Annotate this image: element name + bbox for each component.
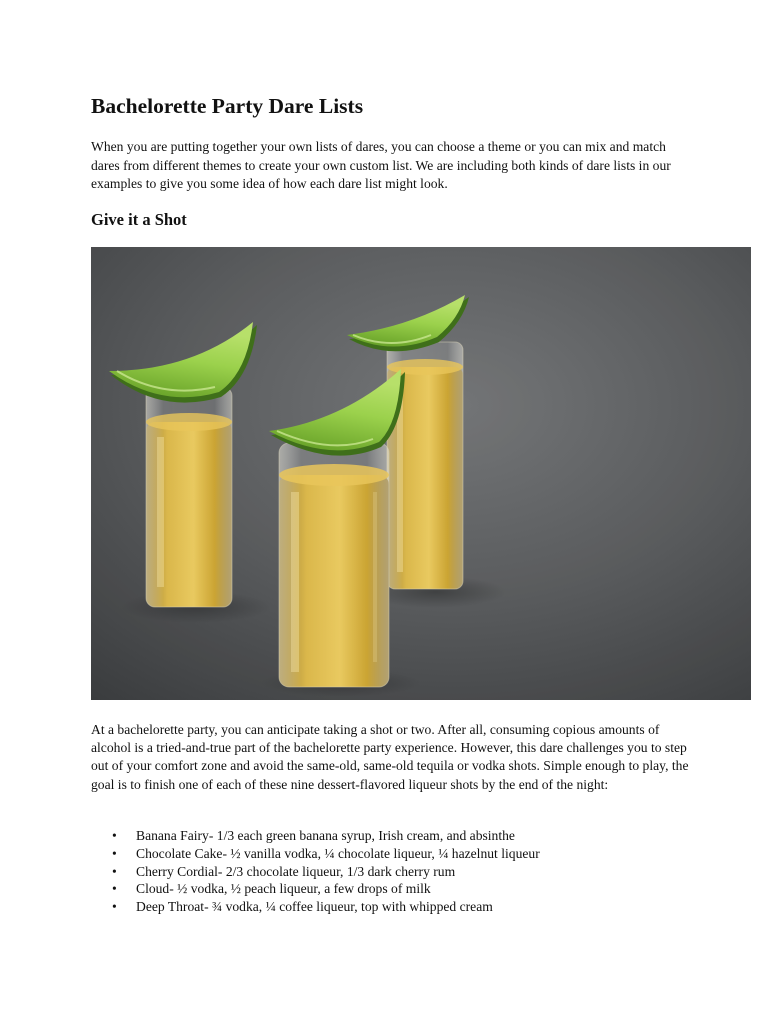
- list-item-text: Cherry Cordial- 2/3 chocolate liqueur, 1/3 dark cherry rum: [136, 863, 456, 879]
- list-item-text: Cloud- ½ vodka, ½ peach liqueur, a few drops of milk: [136, 881, 431, 897]
- body-paragraph: At a bachelorette party, you can anticipate taking a shot or two. After all, consuming copious amounts of alcohol is a tried-and-true part of the bachelorette party experience. However, this dare challenges you to step out of your comfort zone and avoid the same-old, same-old tequila or vodka shots. Simple enough to play, the goal is to finish one of each of these nine dessert-flavored liqueur shots by the end of the night:: [91, 722, 689, 792]
- bullet-icon: •: [112, 845, 117, 861]
- list-item: [91, 827, 711, 845]
- list-item-text: Chocolate Cake- ½ vanilla vodka, ¼ chocolate liqueur, ¼ hazelnut liqueur: [136, 845, 540, 861]
- list-item: [91, 880, 711, 898]
- dare-list: [91, 827, 711, 916]
- list-item-text: Banana Fairy- 1/3 each green banana syrup, Irish cream, and absinthe: [136, 828, 515, 843]
- list-item: [91, 863, 711, 881]
- shot-glass-left: [146, 387, 232, 607]
- intro-paragraph: When you are putting together your own lists of dares, you can choose a theme or you can mix and match dares from different themes to create your own custom list. We are including both kinds of dare lists in our examples to give you some idea of how each dare list might look.: [91, 139, 671, 192]
- bullet-icon: •: [112, 881, 117, 897]
- bullet-icon: •: [112, 863, 117, 879]
- page-title: Bachelorette Party Dare Lists: [91, 94, 364, 118]
- section-heading: Give it a Shot: [91, 210, 187, 229]
- bullet-icon: •: [112, 899, 117, 915]
- list-item: [91, 898, 711, 916]
- shot-glasses-photo: [91, 247, 751, 700]
- list-item-text: Deep Throat- ¾ vodka, ¼ coffee liqueur, top with whipped cream: [136, 899, 493, 915]
- shot-glass-front: [279, 443, 389, 687]
- bullet-icon: •: [112, 828, 117, 843]
- list-item: [91, 845, 711, 863]
